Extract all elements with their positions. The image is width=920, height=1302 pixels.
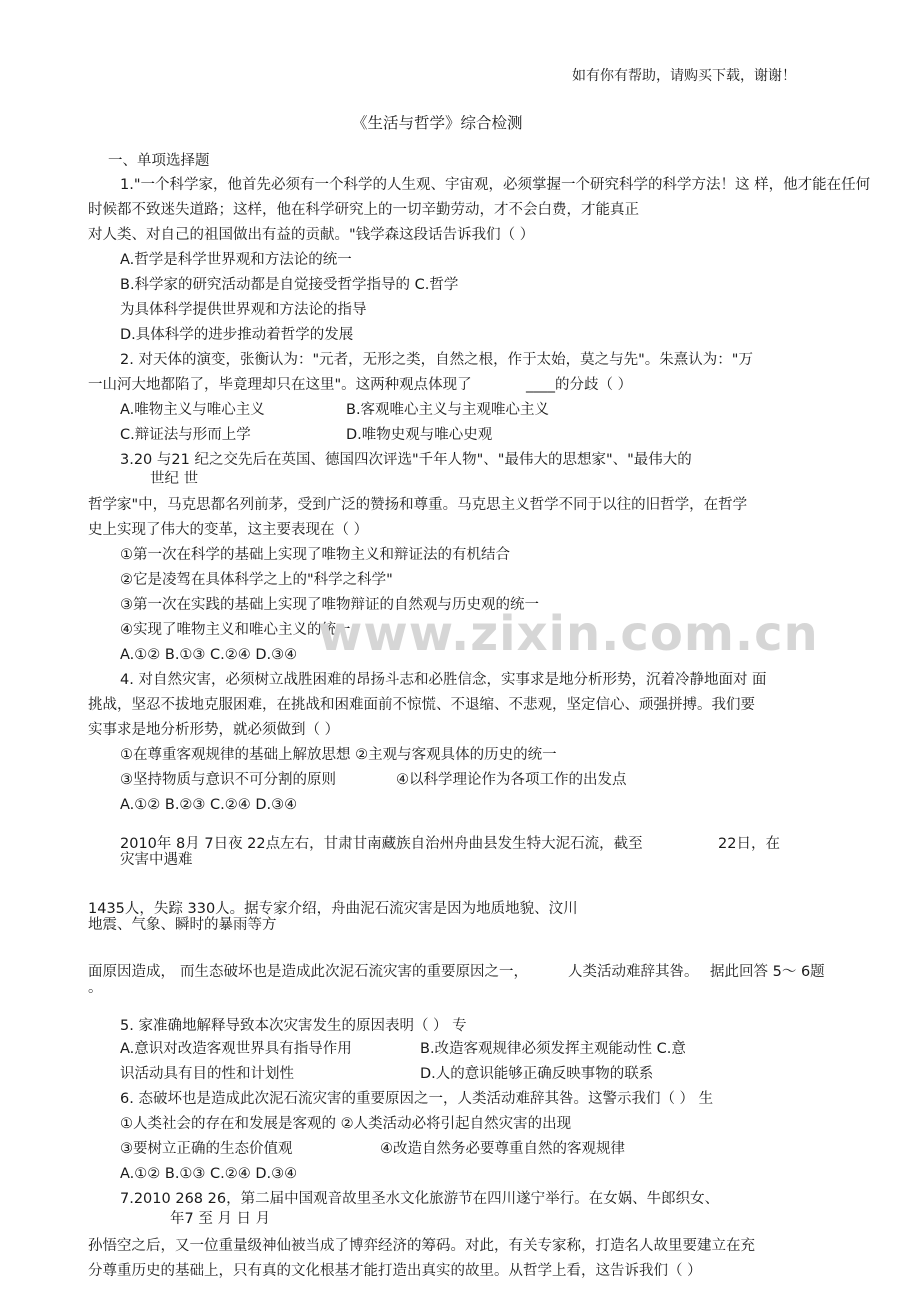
question-4-line-3: 实事求是地分析形势，就必须做到（ ） — [88, 722, 340, 738]
question-5-option-b: B.改造客观规律必须发挥主观能动性 C.意 — [420, 1041, 686, 1057]
question-7-line-3: 分尊重历史的基础上，只有真的文化根基才能打造出真实的故里。从哲学上看，这告诉我们（ ） — [88, 1263, 702, 1279]
question-1-line-1: 1."一个科学家，他首先必须有一个科学的人生观、宇宙观，必须掌握一个研究科学的科学方法！这 样，他才能在任何 — [120, 177, 871, 193]
question-2-option-b: B.客观唯心主义与主观唯心主义 — [346, 402, 550, 418]
question-3-item-4: ④实现了唯物主义和唯心主义的统一 — [120, 622, 351, 638]
passage-line-3-d: 据此回答 5～ 6题 — [710, 964, 825, 980]
question-1-line-2: 时候都不致迷失道路；这样，他在科学研究上的一切辛勤劳动，才不会白费，才能真正 — [88, 202, 639, 218]
question-5-line-1: 5. 家准确地解释导致本次灾害发生的原因表明（ ） 专 — [120, 1018, 467, 1034]
question-2-option-c: C.辩证法与形而上学 — [120, 427, 251, 443]
question-5-option-d: D.人的意识能够正确反映事物的联系 — [420, 1066, 654, 1082]
passage-line-2-sub: 地震、气象、瞬时的暴雨等方 — [88, 917, 277, 933]
passage-line-1: 2010年 8月 7日夜 22点左右，甘肃甘南藏族自治州舟曲县发生特大泥石流，截至 — [120, 836, 643, 852]
question-2-line-2-blank: ____的分歧（ ） — [526, 377, 633, 393]
question-3-line-1: 3.20 与21 纪之交先后在英国、德国四次评选"千年人物"、"最伟大的思想家"、"最伟大的 — [120, 452, 692, 468]
question-6-item-3: ③要树立正确的生态价值观 — [120, 1141, 293, 1157]
header-note: 如有你有帮助，请购买下载，谢谢！ — [572, 68, 796, 84]
question-4-items-1-2: ①在尊重客观规律的基础上解放思想 ②主观与客观具体的历史的统一 — [120, 747, 557, 763]
question-5-option-a: A.意识对改造客观世界具有指导作用 — [120, 1041, 352, 1057]
question-6-items-1-2: ①人类社会的存在和发展是客观的 ②人类活动必将引起自然灾害的出现 — [120, 1116, 572, 1132]
question-3-options: A.①② B.①③ C.②④ D.③④ — [120, 647, 298, 663]
question-7-line-1: 7.2010 268 26，第二届中国观音故里圣水文化旅游节在四川遂宁举行。在女娲、牛郎织女、 — [120, 1191, 720, 1207]
question-1-option-d: D.具体科学的进步推动着哲学的发展 — [120, 327, 354, 343]
question-3-line-1-sub: 世纪 世 — [150, 471, 199, 487]
question-4-line-1: 4. 对自然灾害，必须树立战胜困难的昂扬斗志和必胜信念，实事求是地分析形势，沉着冷静地面对 面 — [120, 672, 767, 688]
page-title: 《生活与哲学》综合检测 — [352, 114, 523, 132]
question-3-item-1: ①第一次在科学的基础上实现了唯物主义和辩证法的有机结合 — [120, 547, 510, 563]
question-2-line-1: 2. 对天体的演变，张衡认为："元者，无形之类，自然之根，作于太始，莫之与先"。朱熹认为："万 — [120, 352, 753, 368]
question-6-line-1: 6. 态破坏也是造成此次泥石流灾害的重要原因之一，人类活动难辞其咎。这警示我们（ ） 生 — [120, 1091, 714, 1107]
section-heading: 一、单项选择题 — [108, 153, 210, 169]
question-6-item-4: ④改造自然务必要尊重自然的客观规律 — [380, 1141, 625, 1157]
question-2-option-d: D.唯物史观与唯心史观 — [346, 427, 493, 443]
passage-line-3-end: 。 — [88, 980, 103, 996]
question-5-option-c: 识活动具有目的性和计划性 — [120, 1066, 294, 1082]
passage-line-3-c: 人类活动难辞其咎。 — [568, 964, 699, 980]
question-7-line-1-sub: 年7 至 月 日 月 — [170, 1211, 271, 1227]
question-4-item-3: ③坚持物质与意识不可分割的原则 — [120, 772, 336, 788]
passage-line-3-b: 而生态破坏也是造成此次泥石流灾害的重要原因之一， — [180, 964, 528, 980]
passage-line-1-end: 22日，在 — [718, 836, 780, 852]
passage-line-2: 1435人，失踪 330人。据专家介绍，舟曲泥石流灾害是因为地质地貌、汶川 — [88, 901, 578, 917]
question-4-item-4: ④以科学理论作为各项工作的出发点 — [396, 772, 627, 788]
question-3-item-2: ②它是凌驾在具体科学之上的"科学之科学" — [120, 572, 393, 588]
question-2-option-a: A.唯物主义与唯心主义 — [120, 402, 265, 418]
question-3-item-3: ③第一次在实践的基础上实现了唯物辩证的自然观与历史观的统一 — [120, 597, 539, 613]
question-2-line-2: 一山河大地都陷了，毕竟理却只在这里"。这两种观点体现了 — [88, 377, 472, 393]
question-3-line-2: 哲学家"中，马克思都名列前茅，受到广泛的赞扬和尊重。马克思主义哲学不同于以往的旧哲学，在哲学 — [88, 497, 748, 513]
question-7-line-2: 孙悟空之后，又一位重量级神仙被当成了博弈经济的筹码。对此，有关专家称，打造名人故里要建立在充 — [88, 1238, 755, 1254]
question-6-options: A.①② B.①③ C.②④ D.③④ — [120, 1166, 298, 1182]
question-1-option-a: A.哲学是科学世界观和方法论的统一 — [120, 252, 352, 268]
question-4-options: A.①② B.②③ C.②④ D.③④ — [120, 797, 298, 813]
question-1-line-3: 对人类、对自己的祖国做出有益的贡献。"钱学森这段话告诉我们（ ） — [88, 227, 535, 243]
passage-line-1-sub: 灾害中遇难 — [120, 852, 193, 868]
passage-line-3-a: 面原因造成， — [88, 964, 175, 980]
question-3-line-3: 史上实现了伟大的变革，这主要表现在（ ） — [88, 522, 369, 538]
question-1-option-b: B.科学家的研究活动都是自觉接受哲学指导的 C.哲学 — [120, 277, 459, 293]
watermark: www.zixin.com.cn — [318, 606, 819, 662]
question-4-line-2: 挑战，坚忍不拔地克服困难，在挑战和困难面前不惊慌、不退缩、不悲观，坚定信心、顽强拼搏。我们要 — [88, 697, 755, 713]
question-1-option-c: 为具体科学提供世界观和方法论的指导 — [120, 302, 367, 318]
